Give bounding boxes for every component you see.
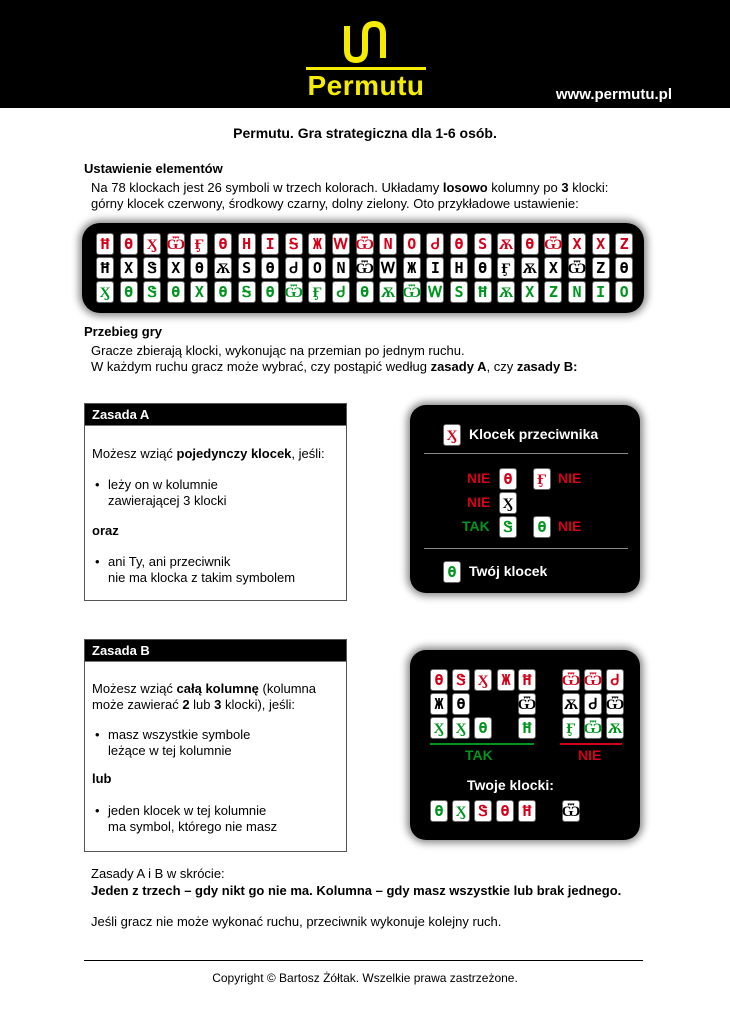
page-title: Permutu. Gra strategiczna dla 1-6 osób.: [233, 125, 497, 141]
symbol-tile: Ө: [533, 516, 551, 538]
symbol-tile: Ѿ: [606, 693, 624, 715]
copyright: Copyright © Bartosz Żółtak. Wszelkie prawa zastrzeżone.: [212, 971, 518, 985]
symbol-tile: Z: [592, 257, 610, 279]
symbol-tile: Ꮷ: [285, 257, 303, 279]
symbol-tile: Ӽ: [430, 717, 448, 739]
symbol-tile: X: [190, 281, 208, 303]
symbol-tile: Ӽ: [474, 669, 492, 691]
symbol-tile: Ѳ: [120, 281, 138, 303]
symbol-tile: H: [450, 257, 468, 279]
rule-a-example-panel: [410, 405, 640, 593]
symbol-tile: Ꮃ: [379, 257, 397, 279]
tak-label: TAK: [465, 747, 493, 763]
symbol-tile: Ꮥ: [143, 257, 161, 279]
gameplay-heading: Przebieg gry: [84, 324, 163, 339]
symbol-tile: Ꮷ: [332, 281, 350, 303]
symbol-tile: I: [261, 233, 279, 255]
symbol-tile: Ѳ: [452, 693, 470, 715]
rule-b-bullet-2-line-1: jeden klocek w tej kolumnie: [108, 803, 267, 818]
symbol-tile: Ӽ: [452, 717, 470, 739]
symbol-tile: O: [615, 281, 633, 303]
rule-b-connector: lub: [92, 771, 112, 786]
row-3-right-label: NIE: [558, 518, 582, 534]
symbol-tile: Ѫ: [214, 257, 232, 279]
symbol-tile: Ѳ: [214, 233, 232, 255]
symbol-tile: Ӻ: [190, 233, 208, 255]
gameplay-line-2: W każdym ruchu gracz może wybrać, czy postąpić według zasady A, czy zasady B:: [91, 359, 578, 374]
symbol-tile: Ѿ: [584, 717, 602, 739]
symbol-tile: Ѫ: [497, 281, 515, 303]
symbol-tile: Ꮥ: [452, 669, 470, 691]
symbol-tile: Ө: [496, 800, 514, 822]
rule-a-title: Zasada A: [85, 404, 346, 426]
nie-underline: [560, 743, 622, 745]
symbol-tile: Ѳ: [430, 669, 448, 691]
symbol-tile: Ж: [403, 257, 421, 279]
symbol-tile: Ꮃ: [332, 233, 350, 255]
symbol-tile: Ѳ: [261, 257, 279, 279]
summary-line-1: Zasady A i B w skrócie:: [91, 866, 225, 881]
symbol-tile: X: [592, 233, 610, 255]
symbol-tile: Ѿ: [285, 281, 303, 303]
symbol-tile: Ꮥ: [474, 800, 492, 822]
row-3-left-label: TAK: [462, 518, 490, 534]
symbol-tile: Ħ: [518, 669, 536, 691]
symbol-tile: Ꮷ: [426, 233, 444, 255]
symbol-tile: Ѿ: [403, 281, 421, 303]
symbol-tile: Ө: [190, 257, 208, 279]
symbol-tile: Ħ: [518, 800, 536, 822]
symbol-tile: Ѿ: [356, 233, 374, 255]
symbol-tile: Ӽ: [452, 800, 470, 822]
symbol-tile: O: [308, 257, 326, 279]
symbol-tile: Ѫ: [521, 257, 539, 279]
rule-b-bullet-1-line-2: leżące w tej kolumnie: [108, 743, 232, 758]
symbol-tile: Ӻ: [308, 281, 326, 303]
rule-a-connector: oraz: [92, 523, 119, 538]
logo-text: Permutu: [307, 70, 425, 101]
symbol-tile: X: [568, 233, 586, 255]
symbol-tile: Ж: [430, 693, 448, 715]
rule-b-example-panel: [410, 650, 640, 840]
symbol-tile: Ѳ: [499, 468, 517, 490]
symbol-tile: Ħ: [96, 233, 114, 255]
tile-board: [82, 223, 644, 313]
bullet-icon: •: [95, 727, 100, 742]
symbol-tile: Ѳ: [430, 800, 448, 822]
symbol-tile: Ѿ: [562, 800, 580, 822]
symbol-tile: X: [521, 281, 539, 303]
symbol-tile: N: [379, 233, 397, 255]
symbol-tile: I: [592, 281, 610, 303]
rule-b-bullet-1-line-1: masz wszystkie symbole: [108, 727, 251, 742]
rule-b-intro-1: Możesz wziąć całą kolumnę (kolumna: [92, 681, 316, 696]
symbol-tile: Ѿ: [562, 669, 580, 691]
site-url[interactable]: www.permutu.pl: [555, 86, 672, 103]
symbol-tile: Z: [615, 233, 633, 255]
bullet-icon: •: [95, 477, 100, 492]
symbol-tile: X: [167, 257, 185, 279]
symbol-tile: Ѫ: [562, 693, 580, 715]
page-header: [0, 0, 730, 108]
symbol-tile: Ӻ: [497, 257, 515, 279]
symbol-tile: Ө: [521, 233, 539, 255]
row-1-left-label: NIE: [467, 470, 491, 486]
rule-b-box: [84, 639, 347, 852]
symbol-tile: Ħ: [96, 257, 114, 279]
rule-a-bullet-1-line-1: leży on w kolumnie: [108, 477, 218, 492]
symbol-tile: Ѳ: [167, 281, 185, 303]
symbol-tile: N: [332, 257, 350, 279]
symbol-tile: Ѿ: [568, 257, 586, 279]
symbol-tile: H: [238, 233, 256, 255]
symbol-tile: Ꮥ: [143, 281, 161, 303]
setup-line-2: górny klocek czerwony, środkowy czarny, dolny zielony. Oto przykładowe ustawienie:: [91, 196, 579, 211]
symbol-tile: Ӻ: [533, 468, 551, 490]
symbol-tile: Ө: [474, 717, 492, 739]
symbol-tile: Ж: [497, 669, 515, 691]
symbol-tile: Ѫ: [606, 717, 624, 739]
rule-b-bullet-2-line-2: ma symbol, którego nie masz: [108, 819, 278, 834]
panel-divider: [424, 548, 628, 549]
opponent-label: Klocek przeciwnika: [469, 426, 599, 442]
symbol-tile: O: [403, 233, 421, 255]
symbol-tile: Ꮷ: [584, 693, 602, 715]
symbol-tile: Ѫ: [497, 233, 515, 255]
bullet-icon: •: [95, 554, 100, 569]
symbol-tile: Ꭶ: [238, 281, 256, 303]
symbol-tile: Ө: [356, 281, 374, 303]
symbol-tile: Ӻ: [562, 717, 580, 739]
rule-b-title: Zasada B: [85, 640, 346, 662]
symbol-tile: X: [544, 257, 562, 279]
symbol-tile: N: [568, 281, 586, 303]
symbol-tile: Ѳ: [450, 233, 468, 255]
permutu-logo-icon: [343, 20, 387, 64]
symbol-tile: S: [238, 257, 256, 279]
symbol-tile: Ħ: [518, 717, 536, 739]
row-2-left-label: NIE: [467, 494, 491, 510]
symbol-tile: Ꮷ: [606, 669, 624, 691]
symbol-tile: Ө: [214, 281, 232, 303]
rule-a-bullet-2-line-2: nie ma klocka z takim symbolem: [108, 570, 296, 585]
symbol-tile: Ħ: [474, 281, 492, 303]
symbol-tile: Ѿ: [544, 233, 562, 255]
row-1-right-label: NIE: [558, 470, 582, 486]
rule-a-box: [84, 403, 347, 601]
symbol-tile: Ӽ: [499, 492, 517, 514]
setup-line-1: Na 78 klockach jest 26 symboli w trzech kolorach. Układamy losowo kolumny po 3 klocki:: [91, 180, 609, 195]
symbol-tile: Ѳ: [615, 257, 633, 279]
symbol-tile: Ѳ: [261, 281, 279, 303]
symbol-tile: Ꭶ: [285, 233, 303, 255]
panel-divider: [424, 453, 628, 454]
symbol-tile: Ӽ: [443, 424, 461, 446]
symbol-tile: Ѿ: [584, 669, 602, 691]
tak-underline: [430, 743, 534, 745]
rule-b-intro-2: może zawierać 2 lub 3 klocki), jeśli:: [92, 697, 296, 712]
symbol-tile: Ꮃ: [426, 281, 444, 303]
symbol-tile: Ж: [308, 233, 326, 255]
gameplay-line-1: Gracze zbierają klocki, wykonując na przemian po jednym ruchu.: [91, 343, 465, 358]
setup-heading: Ustawienie elementów: [84, 161, 223, 176]
symbol-tile: Ѿ: [356, 257, 374, 279]
symbol-tile: I: [426, 257, 444, 279]
symbol-tile: Z: [544, 281, 562, 303]
symbol-tile: Ѳ: [120, 233, 138, 255]
symbol-tile: Ѳ: [474, 257, 492, 279]
symbol-tile: X: [120, 257, 138, 279]
your-tiles-label: Twoje klocki:: [467, 777, 554, 793]
symbol-tile: Ѿ: [167, 233, 185, 255]
symbol-tile: Ѿ: [518, 693, 536, 715]
symbol-tile: S: [474, 233, 492, 255]
summary-line-3: Jeśli gracz nie może wykonać ruchu, przeciwnik wykonuje kolejny ruch.: [91, 914, 502, 929]
nie-label: NIE: [578, 747, 602, 763]
symbol-tile: Ӽ: [143, 233, 161, 255]
footer-divider: [84, 960, 643, 961]
rule-a-intro: Możesz wziąć pojedynczy klocek, jeśli:: [92, 446, 325, 461]
rule-a-bullet-2-line-1: ani Ty, ani przeciwnik: [108, 554, 231, 569]
summary-line-2: Jeden z trzech – gdy nikt go nie ma. Kolumna – gdy masz wszystkie lub brak jednego.: [91, 883, 622, 898]
symbol-tile: Ӽ: [96, 281, 114, 303]
symbol-tile: S: [450, 281, 468, 303]
bullet-icon: •: [95, 803, 100, 818]
rule-a-bullet-1-line-2: zawierającej 3 klocki: [108, 493, 227, 508]
your-tile-label: Twój klocek: [469, 563, 548, 579]
symbol-tile: Ѳ: [443, 561, 461, 583]
symbol-tile: Ѫ: [379, 281, 397, 303]
symbol-tile: Ꮥ: [499, 516, 517, 538]
